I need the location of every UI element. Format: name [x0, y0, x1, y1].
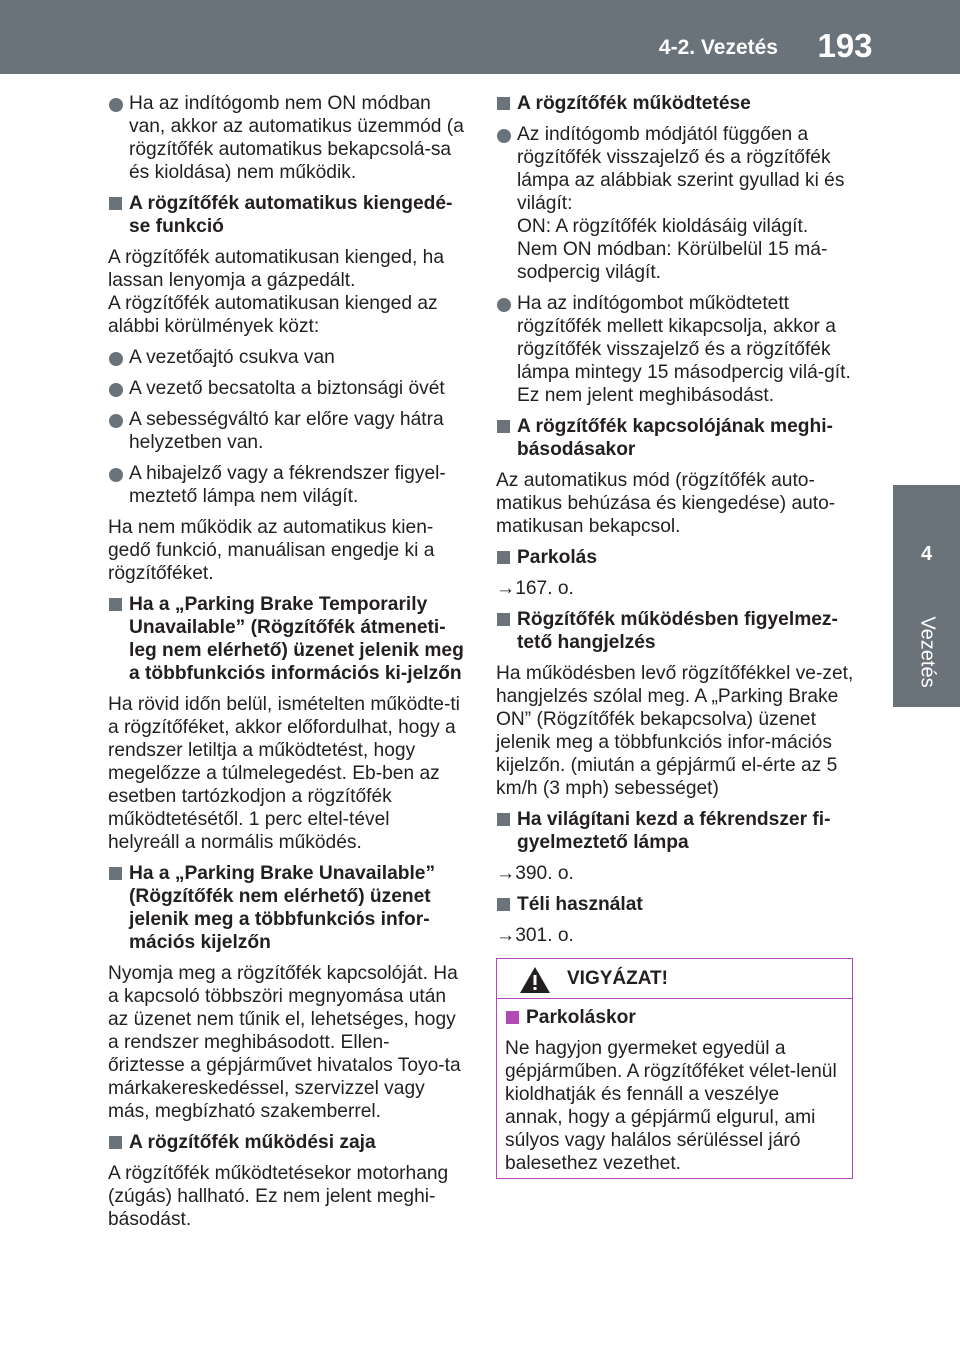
- section-heading: Ha a „Parking Brake Unavailable” (Rögzítőfék nem elérhető) üzenet jelenik meg a többfunkciós infor-mációs kijelzőn: [108, 862, 466, 954]
- page-number: 193: [817, 27, 873, 64]
- warning-icon: [519, 965, 551, 995]
- section-heading: Ha a „Parking Brake Temporarily Unavailable” (Rögzítőfék átmeneti-leg nem elérhető) üzenet jelenik meg a többfunkciós információs ki-jelzőn: [108, 593, 466, 685]
- bullet-item: A vezetőajtó csukva van: [108, 346, 466, 369]
- section-heading: A rögzítőfék kapcsolójának meghi-básodásakor: [496, 415, 854, 461]
- bullet-item: A sebességváltó kar előre vagy hátra helyzetben van.: [108, 408, 466, 454]
- paragraph: Ha nem működik az automatikus kien-gedő funkció, manuálisan engedje ki a rögzítőféket.: [108, 517, 435, 584]
- caution-header: [497, 959, 852, 999]
- section-heading: A rögzítőfék működési zaja: [108, 1131, 466, 1154]
- cross-reference[interactable]: →390. o.: [496, 863, 574, 884]
- caution-text: Ne hagyjon gyermeket egyedül a gépjárműben. A rögzítőféket vélet-lenül kioldhatják és fennáll a veszélye annak, hogy a gépjármű elgurul, ami súlyos vagy halálos sérüléssel járó balesethez vezethet.: [505, 1038, 837, 1174]
- paragraph: Ha rövid időn belül, ismételten működte-ti a rögzítőféket, akkor előfordulhat, hogy a rendszer letiltja a működtetést, hogy megelőzze a túlmelegedést. Eb-ben az esetben tartózkodjon a rögzítőfék működtetésétől. 1 perc eltel-tével helyreáll a normális működés.: [108, 694, 460, 853]
- right-column: [496, 92, 854, 955]
- bullet-item: A hibajelző vagy a fékrendszer figyel-meztető lámpa nem világít.: [108, 462, 466, 508]
- bullet-continuation: Nem ON módban: Körülbelül 15 má-sodpercig világít.: [517, 239, 828, 283]
- header-tab: [893, 0, 960, 74]
- paragraph: A rögzítőfék automatikusan kienged, ha lassan lenyomja a gázpedált.: [108, 247, 444, 291]
- left-column: [108, 92, 466, 1239]
- bullet-continuation: ON: A rögzítőfék kioldásáig világít.: [517, 216, 809, 237]
- bullet-item: Ha az indítógomb nem ON módban van, akkor az automatikus üzemmód (a rögzítőfék automatikus bekapcsolá-sa és kioldása) nem működik.: [108, 92, 466, 184]
- page-header: [0, 0, 960, 80]
- paragraph: Nyomja meg a rögzítőfék kapcsolóját. Ha a kapcsoló többszöri megnyomása után az üzenet nem tűnik el, lehetséges, hogy a rendszer meghibásodott. Ellen-őriztesse a gépjárművet hivatalos Toyo-ta márkakereskedéssel, szervizzel vagy más, megbízható szakemberrel.: [108, 963, 461, 1122]
- section-heading: Rögzítőfék működésben figyelmez-tető hangjelzés: [496, 608, 854, 654]
- cross-reference[interactable]: →301. o.: [496, 925, 574, 946]
- caution-title: VIGYÁZAT!: [567, 968, 668, 989]
- paragraph: A rögzítőfék működtetésekor motorhang (zúgás) hallható. Ez nem jelent meghi-básodást.: [108, 1163, 449, 1230]
- caution-subheading: Parkoláskor: [505, 1006, 841, 1029]
- section-title: 4-2. Vezetés: [658, 36, 778, 59]
- section-heading: Ha világítani kezd a fékrendszer fi-gyelmeztető lámpa: [496, 808, 854, 854]
- section-heading: Téli használat: [496, 893, 854, 916]
- cross-reference[interactable]: →167. o.: [496, 578, 574, 599]
- paragraph: Ha működésben levő rögzítőfékkel ve-zet, hangjelzés szólal meg. A „Parking Brake ON” (Rögzítőfék bekapcsolva) üzenet jelenik meg a többfunkciós infor-mációs kijelzőn. (miután a gépjármű el-érte az 5 km/h (3 mph) sebességet): [496, 663, 854, 799]
- bullet-item: Az indítógomb módjától függően a rögzítőfék visszajelző és a rögzítőfék lámpa az alábbiak szerint gyullad ki és világít:: [496, 123, 854, 215]
- chapter-label-text: Vezetés: [916, 616, 938, 688]
- paragraph: A rögzítőfék automatikusan kienged az alábbi körülmények közt:: [108, 293, 438, 337]
- section-heading: A rögzítőfék működtetése: [496, 92, 854, 115]
- caution-box: [496, 958, 853, 1179]
- section-heading: Parkolás: [496, 546, 854, 569]
- chapter-label: [893, 610, 960, 694]
- caution-body: [505, 1006, 841, 1175]
- chapter-number: 4: [920, 543, 933, 565]
- paragraph: Az automatikus mód (rögzítőfék auto-matikus behúzása és kiengedése) auto-matikusan bekapcsol.: [496, 470, 836, 537]
- section-heading: A rögzítőfék automatikus kiengedé-se funkció: [108, 192, 466, 238]
- bullet-item: A vezető becsatolta a biztonsági övét: [108, 377, 466, 400]
- bullet-item: Ha az indítógombot működtetett rögzítőfék mellett kikapcsolja, akkor a rögzítőfék visszajelző és a rögzítőfék lámpa mintegy 15 másodpercig vilá-gít. Ez nem jelent meghibásodást.: [496, 292, 854, 407]
